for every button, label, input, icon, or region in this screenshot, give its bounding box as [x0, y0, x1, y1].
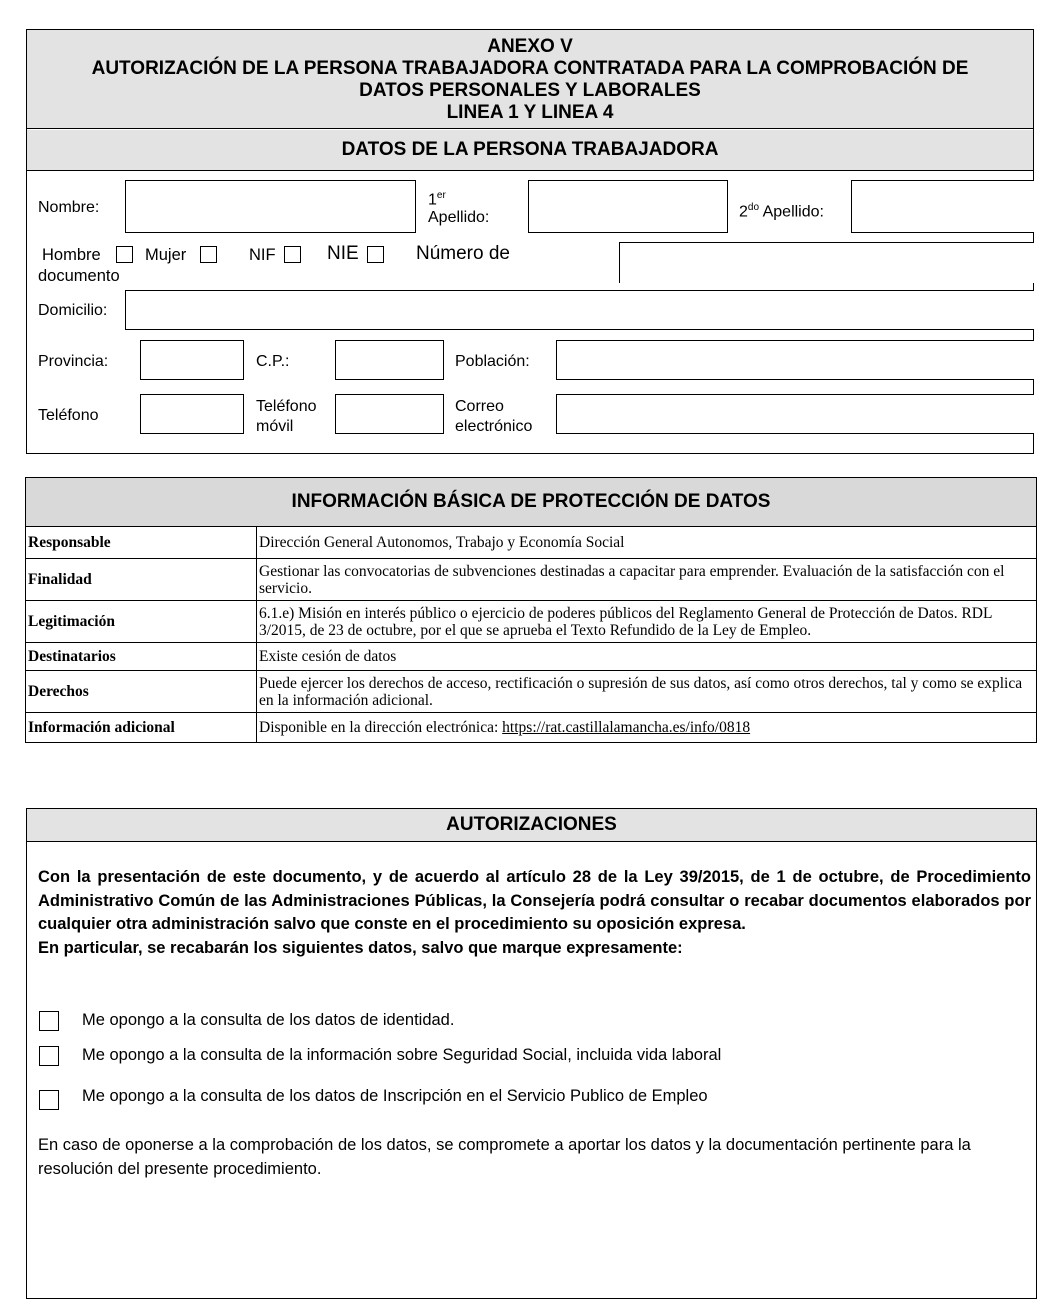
movil-field[interactable] — [335, 394, 444, 434]
row-value: 6.1.e) Misión en interés público o ejercicio de poderes públicos del Reglamento General de Protección de Datos. RDL 3/2015, de 23 de octubre, por el que se aprueba el Texto Refundido de la Ley de Empleo. — [257, 601, 1037, 643]
movil-label-line2: móvil — [256, 418, 294, 435]
oppose-employment-service-checkbox[interactable] — [39, 1090, 59, 1110]
row-key: Finalidad — [26, 559, 257, 601]
apellido2-field[interactable] — [851, 180, 1034, 233]
data-protection-title: INFORMACIÓN BÁSICA DE PROTECCIÓN DE DATOS — [26, 478, 1037, 527]
hombre-checkbox[interactable] — [116, 246, 133, 263]
correo-field[interactable] — [556, 394, 1034, 434]
row-key: Información adicional — [26, 713, 257, 743]
annex-lines: LINEA 1 Y LINEA 4 — [446, 102, 614, 123]
telefono-field[interactable] — [140, 394, 244, 434]
oppose-social-security-checkbox[interactable] — [39, 1046, 59, 1066]
info-link[interactable]: https://rat.castillalamancha.es/info/0818 — [502, 719, 751, 736]
row-key: Legitimación — [26, 601, 257, 643]
table-row — [26, 559, 1037, 601]
oppose-identity-checkbox[interactable] — [39, 1011, 59, 1031]
table-row — [26, 601, 1037, 643]
provincia-field[interactable] — [140, 340, 244, 380]
numero-documento-label: Número de — [416, 243, 510, 264]
numero-documento-field[interactable] — [619, 242, 1034, 283]
data-protection-table — [25, 477, 1037, 743]
oppose-social-security-label: Me opongo a la consulta de la información sobre Seguridad Social, incluida vida laboral — [82, 1046, 722, 1064]
apellido1-label: Apellido: — [428, 209, 490, 226]
nie-label: NIE — [327, 243, 359, 264]
oppose-identity-label: Me opongo a la consulta de los datos de identidad. — [82, 1011, 455, 1029]
domicilio-label: Domicilio: — [38, 302, 108, 319]
mujer-label: Mujer — [145, 246, 187, 264]
table-row — [26, 671, 1037, 713]
data-protection-section — [25, 477, 1037, 743]
annex-title: AUTORIZACIÓN DE LA PERSONA TRABAJADORA CONTRATADA PARA LA COMPROBACIÓN DE — [91, 58, 969, 79]
hombre-label: Hombre — [42, 246, 101, 264]
annex-number: ANEXO V — [487, 36, 573, 57]
row-value: Existe cesión de datos — [257, 643, 1037, 671]
nombre-field[interactable] — [125, 180, 416, 233]
mujer-checkbox[interactable] — [200, 246, 217, 263]
annex-header — [27, 30, 1033, 129]
poblacion-label: Población: — [455, 353, 530, 370]
domicilio-field[interactable] — [125, 290, 1034, 330]
correo-label-line2: electrónico — [455, 418, 533, 435]
row-value — [257, 713, 1037, 743]
apellido1-label-num: 1er — [428, 190, 446, 209]
authorizations-outro: En caso de oponerse a la comprobación de los datos, se compromete a aportar los datos y la documentación pertinente para la resolución del presente procedimiento. — [38, 1136, 971, 1178]
nombre-label: Nombre: — [38, 199, 100, 216]
table-row — [26, 713, 1037, 743]
authorizations-title: AUTORIZACIONES — [27, 809, 1036, 842]
documento-label: documento — [38, 267, 120, 285]
row-value: Gestionar las convocatorias de subvenciones destinadas a capacitar para emprender. Evaluación de la satisfacción con el servicio. — [257, 559, 1037, 601]
row-key: Derechos — [26, 671, 257, 713]
telefono-label: Teléfono — [38, 407, 99, 424]
apellido1-field[interactable] — [528, 180, 728, 233]
poblacion-field[interactable] — [556, 340, 1034, 380]
oppose-employment-service-label: Me opongo a la consulta de los datos de Inscripción en el Servicio Publico de Empleo — [82, 1087, 708, 1105]
row-value: Dirección General Autonomos, Trabajo y Economía Social — [257, 527, 1037, 559]
info-prefix: Disponible en la dirección electrónica: — [259, 719, 503, 736]
row-key: Responsable — [26, 527, 257, 559]
nif-checkbox[interactable] — [284, 246, 301, 263]
authorizations-intro — [38, 866, 1031, 960]
cp-label: C.P.: — [256, 353, 290, 370]
table-row — [26, 527, 1037, 559]
cp-field[interactable] — [335, 340, 444, 380]
intro-text: Con la presentación de este documento, y de acuerdo al artículo 28 de la Ley 39/2015, de 1 de octubre, de Procedimiento Administrativo Común de las Administraciones Públicas, la Consejería podrá consultar o recabar documentos elaborados por cualquier otra administración salvo que conste en el procedimiento su oposición expresa. — [38, 868, 1031, 933]
worker-section-bottom-rule — [26, 453, 1034, 454]
nie-checkbox[interactable] — [367, 246, 384, 263]
movil-label-line1: Teléfono — [256, 398, 317, 415]
annex-title-line2: DATOS PERSONALES Y LABORALES — [359, 80, 701, 101]
correo-label-line1: Correo — [455, 398, 504, 415]
particular-text: En particular, se recabarán los siguientes datos, salvo que marque expresamente: — [38, 938, 683, 957]
nif-label: NIF — [249, 246, 276, 264]
row-key: Destinatarios — [26, 643, 257, 671]
provincia-label: Provincia: — [38, 353, 109, 370]
table-row — [26, 643, 1037, 671]
row-value: Puede ejercer los derechos de acceso, rectificación o supresión de sus datos, así como otros derechos, tal y como se explica en la información adicional. — [257, 671, 1037, 713]
worker-section-title: DATOS DE LA PERSONA TRABAJADORA — [27, 130, 1033, 171]
apellido2-label: $2^{do}$ Apellido: — [739, 202, 824, 221]
